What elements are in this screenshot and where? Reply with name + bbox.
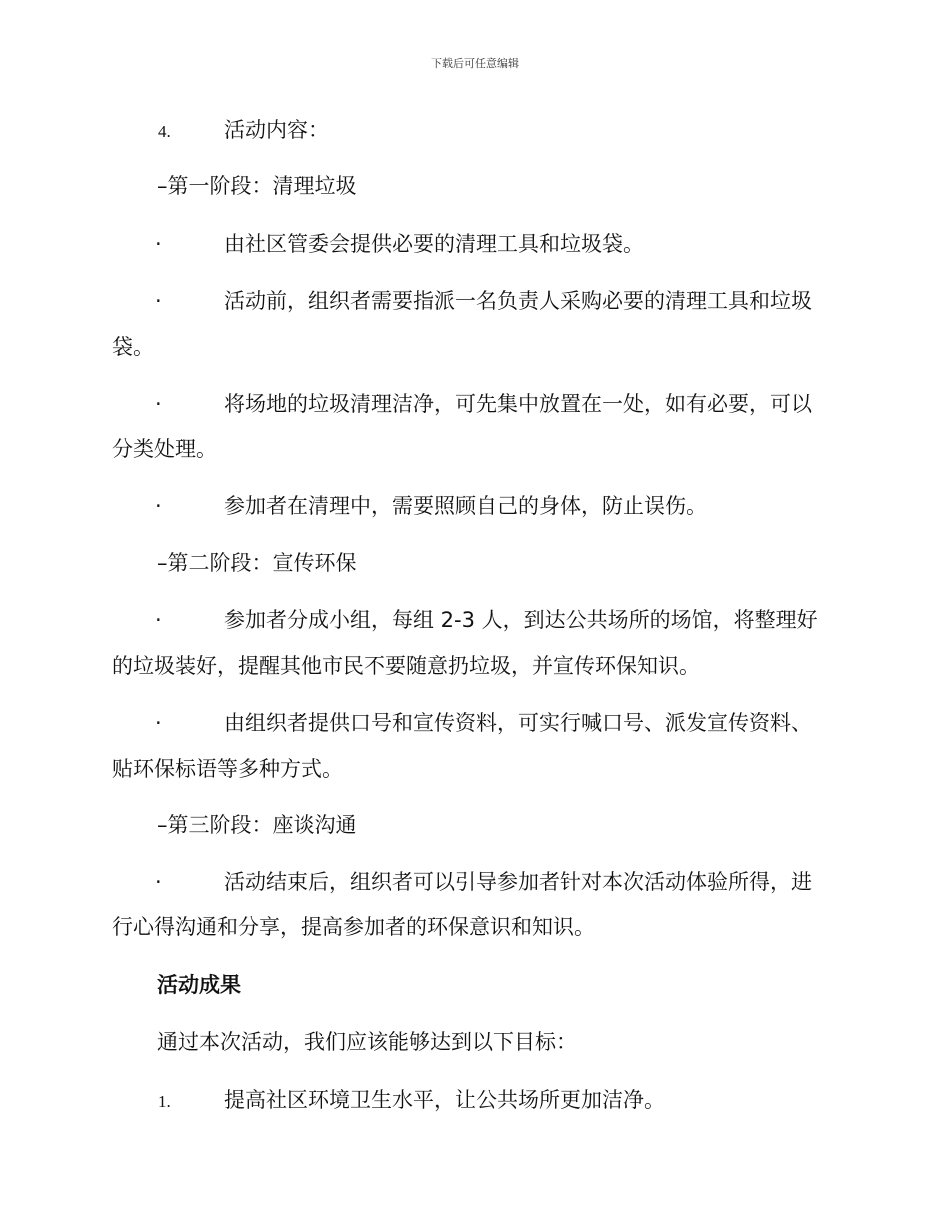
list-item-text: 提高社区环境卫生水平，让公共场所更加洁净。 bbox=[224, 1088, 665, 1112]
bullet-symbol: · bbox=[155, 494, 162, 518]
bullet-text-continued: 的垃圾装好，提醒其他市民不要随意扔垃圾，并宣传环保知识。 bbox=[112, 654, 700, 678]
bullet-text: 将场地的垃圾清理洁净，可先集中放置在一处，如有必要，可以 bbox=[224, 392, 812, 416]
bullet-text-continued: 贴环保标语等多种方式。 bbox=[112, 757, 343, 781]
section-heading-text: 活动成果 bbox=[157, 973, 241, 997]
page-header: 下载后可任意编辑 bbox=[431, 57, 519, 70]
bullet-text: 活动前，组织者需要指派一名负责人采购必要的清理工具和垃圾 bbox=[224, 289, 812, 313]
paragraph-text: 通过本次活动，我们应该能够达到以下目标： bbox=[157, 1030, 577, 1054]
list-number: 1. bbox=[158, 1092, 171, 1111]
bullet-text-continued: 袋。 bbox=[112, 335, 154, 359]
list-number: 4. bbox=[158, 122, 171, 141]
bullet-text: 由社区管委会提供必要的清理工具和垃圾袋。 bbox=[224, 232, 644, 256]
bullet-symbol: · bbox=[155, 608, 162, 632]
bullet-text: 参加者分成小组，每组 2-3 人，到达公共场所的场馆，将整理好 bbox=[224, 608, 818, 632]
bullet-symbol: · bbox=[155, 870, 162, 894]
bullet-symbol: · bbox=[155, 289, 162, 313]
bullet-symbol: · bbox=[155, 392, 162, 416]
list-item-text: 活动内容： bbox=[224, 118, 329, 142]
bullet-text: 参加者在清理中，需要照顾自己的身体，防止误伤。 bbox=[224, 494, 707, 518]
bullet-text-continued: 行心得沟通和分享，提高参加者的环保意识和知识。 bbox=[112, 915, 595, 939]
bullet-symbol: · bbox=[155, 232, 162, 256]
bullet-symbol: · bbox=[155, 711, 162, 735]
bullet-text: 活动结束后，组织者可以引导参加者针对本次活动体验所得，进 bbox=[224, 870, 812, 894]
bullet-text: 由组织者提供口号和宣传资料，可实行喊口号、派发宣传资料、 bbox=[224, 711, 812, 735]
bullet-text-continued: 分类处理。 bbox=[112, 437, 217, 461]
stage-title-text: –第一阶段：清理垃圾 bbox=[157, 174, 357, 198]
stage-title-text: –第二阶段：宣传环保 bbox=[157, 551, 357, 575]
stage-title-text: –第三阶段：座谈沟通 bbox=[157, 813, 357, 837]
